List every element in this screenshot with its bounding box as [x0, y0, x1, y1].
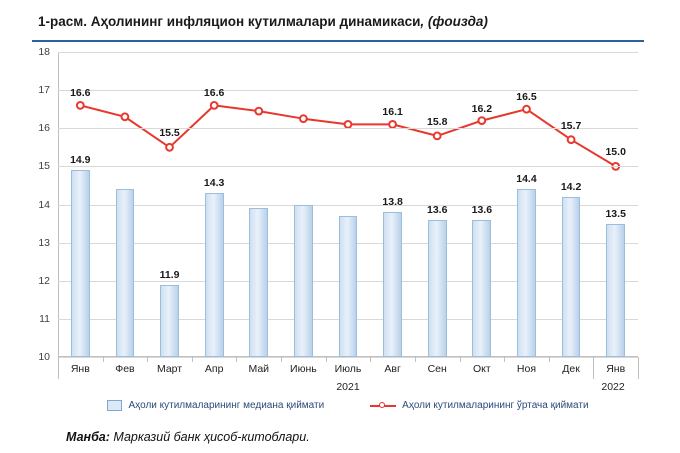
gridline: [58, 90, 638, 91]
bar: [205, 193, 224, 357]
line-data-point: [77, 102, 84, 109]
y-axis-tick-label: 15: [38, 160, 50, 173]
line-value-label: 15.8: [427, 115, 448, 128]
line-data-point: [166, 144, 173, 151]
bar: [116, 189, 135, 357]
line-value-label: 16.6: [203, 87, 225, 100]
x-axis-group-separator: [58, 357, 59, 379]
x-axis-tick-label: Фев: [115, 363, 135, 375]
y-axis-tick-label: 17: [38, 84, 50, 97]
bar: [472, 220, 491, 357]
x-axis-group-label: 2022: [601, 381, 625, 393]
bar: [562, 197, 581, 357]
bar-value-label: 14.4: [516, 173, 537, 186]
chart-plot-area: [38, 46, 638, 393]
bar: [249, 208, 268, 357]
bar: [517, 189, 536, 357]
source-note: [66, 430, 310, 444]
x-axis-tick-mark: [370, 357, 371, 362]
bar: [339, 216, 358, 357]
x-axis-tick-label: Янв: [70, 363, 90, 375]
legend-label-median: Аҳоли кутилмаларининг медиана қиймати: [128, 400, 325, 411]
line-value-label: 15.7: [560, 119, 582, 132]
bar: [383, 212, 402, 357]
x-axis-tick-label: Авг: [384, 363, 401, 375]
gridline: [58, 128, 638, 129]
x-axis-tick-label: Май: [248, 363, 270, 375]
legend-label-average: Аҳоли кутилмаларининг ўртача қиймати: [402, 400, 589, 411]
x-axis-group-label: 2021: [336, 381, 360, 393]
line-value-label: 15.0: [605, 146, 626, 159]
x-axis-tick-mark: [460, 357, 461, 362]
x-axis-tick-label: Окт: [472, 363, 491, 375]
page-title-units: , (фоизда): [420, 14, 488, 29]
bar: [71, 170, 90, 357]
gridline: [58, 52, 638, 53]
x-axis-tick-mark: [103, 357, 104, 362]
line-data-point: [122, 113, 129, 120]
title-divider: [32, 40, 644, 42]
page-title-main: 1-расм. Аҳолининг инфляцион кутилмалари динамикаси: [38, 14, 421, 29]
line-value-label: 16.2: [471, 102, 493, 115]
gridline: [58, 357, 638, 358]
y-axis-tick-label: 11: [39, 312, 50, 325]
bar-value-label: 14.3: [203, 177, 225, 190]
y-axis-tick-label: 16: [38, 122, 50, 135]
bar-value-label: 14.2: [560, 180, 582, 193]
bar: [160, 285, 179, 357]
line-value-label: 16.6: [70, 87, 91, 100]
gridline: [58, 166, 638, 167]
x-axis-tick-mark: [326, 357, 327, 362]
legend-item-median: [107, 400, 324, 411]
line-value-label: 16.5: [516, 91, 537, 104]
line-data-point: [211, 102, 218, 109]
bar-value-label: 11.9: [159, 268, 180, 281]
line-data-point: [255, 108, 262, 115]
page-title: [38, 14, 488, 29]
line-value-label: 16.1: [382, 106, 403, 119]
line-value-label: 15.5: [159, 127, 180, 140]
x-axis-group-separator: [638, 357, 639, 379]
line-data-point: [568, 136, 575, 143]
x-axis-tick-mark: [281, 357, 282, 362]
x-axis-tick-mark: [147, 357, 148, 362]
line-data-point: [389, 121, 396, 128]
x-axis-tick-label: Янв: [606, 363, 626, 375]
bar-value-label: 13.5: [605, 207, 626, 220]
line-marker-icon: [370, 401, 396, 411]
source-label: Манба:: [66, 430, 110, 444]
line-data-point: [300, 115, 307, 122]
bar: [606, 224, 625, 357]
bar-value-label: 13.6: [471, 203, 493, 216]
x-axis-tick-label: Июнь: [290, 363, 317, 375]
line-data-point: [478, 117, 485, 124]
gridline: [58, 205, 638, 206]
x-axis-tick-label: Июль: [334, 363, 362, 375]
x-axis-tick-label: Ноя: [516, 363, 537, 375]
y-axis-tick-label: 12: [38, 274, 50, 287]
bar-value-label: 13.6: [427, 203, 448, 216]
line-data-point: [345, 121, 352, 128]
chart-legend: [58, 400, 638, 411]
y-axis-tick-label: 14: [38, 198, 50, 211]
x-axis-tick-mark: [192, 357, 193, 362]
x-axis-tick-mark: [415, 357, 416, 362]
x-axis-tick-label: Апр: [204, 363, 224, 375]
x-axis-group-separator: [593, 357, 594, 379]
line-data-point: [523, 106, 530, 113]
y-axis-tick-label: 18: [38, 46, 50, 58]
bar: [294, 205, 313, 358]
bar-value-label: 14.9: [70, 154, 91, 167]
x-axis-tick-label: Сен: [427, 363, 447, 375]
legend-item-average: [370, 400, 588, 411]
bar: [428, 220, 447, 357]
bar-value-label: 13.8: [382, 196, 403, 209]
x-axis-tick-label: Дек: [562, 363, 580, 375]
bar-swatch-icon: [107, 400, 122, 411]
x-axis-tick-mark: [549, 357, 550, 362]
source-text: Марказий банк ҳисоб-китоблари.: [109, 430, 310, 444]
x-axis-tick-mark: [236, 357, 237, 362]
x-axis-tick-mark: [504, 357, 505, 362]
y-axis-tick-label: 13: [38, 236, 50, 249]
y-axis-tick-label: 10: [38, 351, 50, 363]
line-data-point: [434, 133, 441, 140]
x-axis-tick-label: Март: [156, 363, 183, 375]
